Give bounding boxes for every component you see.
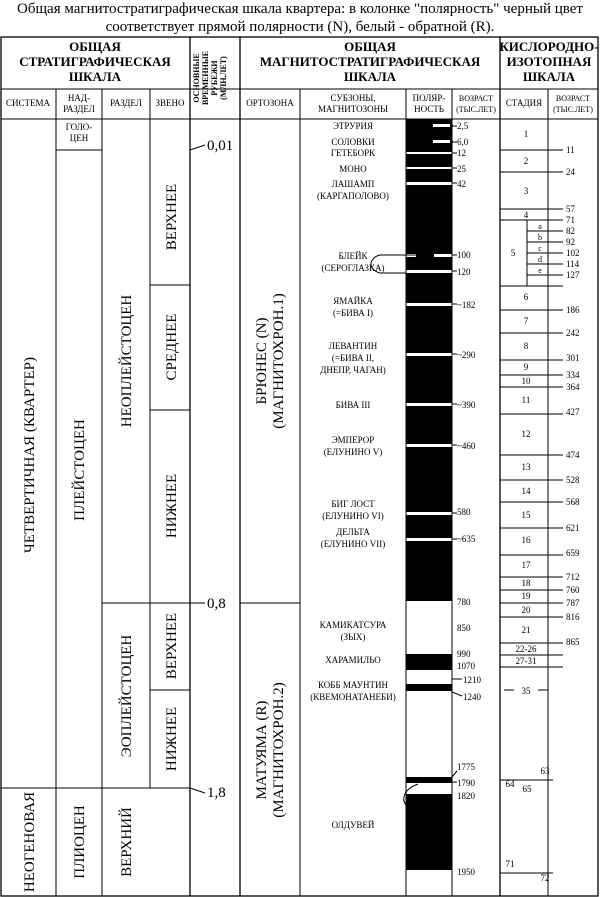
stage-age-787: 787	[566, 598, 580, 608]
subzone-kamikatsura: КАМИКАТСУРА	[319, 620, 387, 630]
stage-18: 18	[521, 578, 531, 588]
age-1210: 1210	[463, 675, 481, 685]
col-polarity-2: НОСТЬ	[414, 104, 444, 114]
stage-age-127: 127	[566, 270, 580, 280]
age-780: 780	[457, 597, 471, 607]
strat-header-3: ШКАЛА	[68, 69, 122, 84]
col-subzones-2: МАГНИТОЗОНЫ	[318, 104, 388, 114]
polarity-ages	[457, 121, 482, 877]
nadrazdel-holocene-1: ГОЛО-	[65, 122, 93, 132]
ortozona-matuyama-2: (МАГНИТОХРОН.2)	[271, 682, 287, 818]
age-120: 120	[457, 267, 471, 277]
boundary-values	[207, 138, 233, 801]
nadrazdel-holocene-2: ЦЕН	[69, 133, 89, 143]
excursion-etruria	[433, 124, 450, 127]
stage-9: 9	[523, 362, 529, 372]
subzone-kvemo: (КВЕМОНАТАНЕБИ)	[310, 692, 396, 702]
stage-27-31: 27-31	[515, 656, 537, 666]
col-age-2: (ТЫС.ЛЕТ)	[456, 105, 496, 114]
stage-5d: d	[538, 255, 542, 264]
polarity-normal-brunhes	[406, 119, 452, 601]
stage-7: 7	[523, 316, 529, 326]
boundaries-header-1: ОСНОВНЫЕ	[192, 53, 201, 103]
oxygen-header-2: ИЗОТОПНАЯ	[506, 54, 592, 69]
stage-72: 72	[540, 873, 550, 883]
stage-age-364: 364	[566, 382, 580, 392]
age-12: 12	[457, 148, 466, 158]
polarity-normal-jaramillo	[406, 654, 452, 670]
boundaries-header-4: (МЛН.ЛЕТ)	[219, 56, 228, 100]
subzone-jaramillo: ХАРАМИЛЬО	[325, 655, 381, 665]
excursion-solovki	[433, 140, 450, 143]
boundaries-header-2: ВРЕМЕННЫЕ	[201, 50, 210, 106]
ortozona-brunhes-2: (МАГНИТОХРОН.1)	[271, 293, 287, 429]
col-age-1: ВОЗРАСТ	[458, 94, 494, 103]
subzone-olduvai: ОЛДУВЕЙ	[331, 820, 375, 830]
stage-71: 71	[505, 859, 515, 869]
excursion-lashamp	[406, 182, 452, 185]
col-subzones-1: СУБЗОНЫ,	[330, 93, 376, 103]
stage-11: 11	[521, 395, 531, 405]
nadrazdel-pliocene: ПЛИОЦЕН	[72, 805, 88, 879]
stage-21: 21	[521, 625, 531, 635]
subzone-elunino5: (ЕЛУНИНО V)	[323, 447, 383, 457]
stage-64: 64	[505, 779, 515, 789]
stage-17: 17	[521, 560, 531, 570]
stage-age-760: 760	[566, 585, 580, 595]
boundary-0-8: 0,8	[207, 596, 226, 612]
age-1790: 1790	[457, 778, 475, 788]
stage-4: 4	[523, 210, 529, 220]
stage-1: 1	[523, 129, 529, 139]
stage-age-92: 92	[566, 237, 575, 247]
age-1950: 1950	[457, 867, 475, 877]
table-grid	[1, 37, 598, 896]
stage-age-528: 528	[566, 475, 580, 485]
age-460: ~460	[457, 441, 476, 451]
stage-age-568: 568	[566, 497, 580, 507]
isotope-ages	[566, 145, 580, 647]
caption-line: соответствует прямой полярности (N), белый - обратной (R).	[105, 19, 495, 35]
stage-age-186: 186	[566, 305, 580, 315]
subzone-kargapolovo: (КАРГАПОЛОВО)	[317, 191, 389, 201]
subzone-seroglazka: (СЕРОГЛАЗКА)	[321, 263, 385, 273]
age-1775: 1775	[457, 762, 475, 772]
zveno-middle: СРЕДНЕЕ	[164, 313, 180, 381]
polarity-normal-olduvai	[406, 794, 452, 870]
excursion-blake-b	[434, 254, 452, 257]
header-titles	[19, 39, 598, 84]
sistema-quaternary: ЧЕТВЕРТИЧНАЯ (КВАРТЕР)	[22, 356, 38, 554]
stage-5a: a	[538, 222, 542, 231]
zveno-upper: ВЕРХНЕЕ	[164, 183, 180, 251]
subzone-jamaica: ЯМАЙКА	[333, 296, 373, 306]
stage-5: 5	[510, 248, 516, 258]
subzone-dnepr: ДНЕПР, ЧАГАН)	[320, 365, 386, 375]
stage-15: 15	[521, 510, 531, 520]
polarity-normal-olduvai-top	[406, 777, 452, 783]
age-25: 25	[457, 164, 466, 174]
stage-age-659: 659	[566, 548, 580, 558]
boundary-0-01: 0,01	[207, 138, 234, 154]
age-42: 42	[457, 179, 466, 189]
subzone-emperor: ЭМПЕРОР	[331, 435, 375, 445]
zveno-lower-eo: НИЖНЕЕ	[164, 706, 180, 772]
subzone-labels	[310, 121, 395, 830]
subzone-delta: ДЕЛЬТА	[336, 527, 370, 537]
col-razdel: РАЗДЕЛ	[110, 98, 142, 108]
stage-20: 20	[521, 605, 531, 615]
subzone-lashamp: ЛАШАМП	[331, 179, 375, 189]
age-182: ~182	[457, 300, 476, 310]
stage-age-865: 865	[566, 637, 580, 647]
magneto-header-1: ОБЩАЯ	[344, 39, 396, 54]
stage-19: 19	[521, 591, 531, 601]
stage-5b: b	[538, 233, 542, 242]
subzone-biglost: БИГ ЛОСТ	[331, 499, 375, 509]
magneto-header-3: ШКАЛА	[343, 69, 397, 84]
age-635: ~635	[457, 534, 476, 544]
stage-age-621: 621	[566, 523, 580, 533]
age-2-5: 2,5	[457, 121, 469, 131]
age-290: ~290	[457, 350, 476, 360]
subzone-biwa2: (=БИВА II,	[331, 353, 375, 363]
strat-header-1: ОБЩАЯ	[69, 39, 121, 54]
zveno-lower: НИЖНЕЕ	[164, 473, 180, 539]
razdel-neopleistocene: НЕОПЛЕЙСТОЦЕН	[119, 294, 135, 428]
age-1240: 1240	[463, 692, 481, 702]
boundaries-header	[192, 51, 228, 105]
excursion-biglost	[406, 512, 452, 515]
strat-header-2: СТРАТИГРАФИЧЕСКАЯ	[19, 54, 171, 69]
stage-age-82: 82	[566, 226, 575, 236]
subzone-mono: МОНО	[339, 164, 367, 174]
excursion-jamaica	[406, 303, 452, 306]
age-1820: 1820	[457, 791, 475, 801]
stage-age-334: 334	[566, 370, 580, 380]
caption-line: Общая магнитостратиграфическая шкала квартера: в колонке "полярность" черный цвет	[17, 1, 583, 17]
subzone-elunino7: (ЕЛУНИНО VII)	[320, 539, 386, 549]
excursion-mono	[406, 167, 452, 169]
stage-63: 63	[540, 766, 550, 776]
holocene-label	[66, 122, 93, 143]
stage-16: 16	[521, 535, 531, 545]
stage-14: 14	[521, 486, 531, 496]
subzone-etruria: ЭТРУРИЯ	[332, 121, 374, 131]
subzone-zykh: (ЗЫХ)	[340, 632, 366, 642]
age-580: 580	[457, 507, 471, 517]
age-390: ~390	[457, 400, 476, 410]
subzone-blake: БЛЕЙК	[338, 251, 368, 261]
razdel-upper: ВЕРХНИЙ	[119, 807, 135, 877]
stage-13: 13	[521, 462, 531, 472]
age-100: 100	[457, 250, 471, 260]
stage-5e: e	[538, 266, 542, 275]
polarity-column	[406, 119, 452, 870]
subzone-elunino6: (ЕЛУНИНО VI)	[322, 511, 384, 521]
boundaries-header-3: РУБЕЖИ	[210, 60, 219, 96]
excursion-emperor	[406, 444, 452, 447]
stage-age-71: 71	[566, 215, 575, 225]
stage-age-114: 114	[566, 259, 580, 269]
nadrazdel-pleistocene: ПЛЕЙСТОЦЕН	[72, 419, 88, 521]
polarity-normal-cobb	[406, 684, 452, 691]
subzone-biwa3: БИВА III	[335, 400, 371, 410]
stage-5c: c	[538, 244, 542, 253]
stage-age-242: 242	[566, 328, 580, 338]
strat-labels	[22, 184, 287, 892]
stage-age-816: 816	[566, 612, 580, 622]
stage-6: 6	[523, 292, 529, 302]
stage-35: 35	[521, 686, 531, 696]
age-1070: 1070	[457, 661, 475, 671]
col-zveno: ЗВЕНО	[155, 98, 185, 108]
ortozona-matuyama-1: МАТУЯМА (R)	[254, 700, 270, 800]
magneto-header-2: МАГНИТОСТРАТИГРАФИЧЕСКАЯ	[259, 54, 481, 69]
col-age2-1: ВОЗРАСТ	[555, 94, 591, 103]
oxygen-header-1: КИСЛОРОДНО-	[499, 39, 599, 54]
col-ortozona: ОРТОЗОНА	[246, 98, 294, 108]
col-nadrazdel-1: НАД-	[67, 93, 91, 103]
stage-age-301: 301	[566, 353, 580, 363]
stage-2: 2	[523, 156, 529, 166]
age-6-0: 6,0	[457, 137, 469, 147]
razdel-eopleistocene: ЭОПЛЕЙСТОЦЕН	[119, 634, 135, 758]
excursion-blake-c	[406, 270, 452, 273]
sistema-neogene: НЕОГЕНОВАЯ	[22, 791, 38, 893]
excursion-delta	[406, 538, 452, 541]
subzone-biwa1: (=БИВА I)	[333, 308, 373, 318]
stage-age-427: 427	[566, 407, 580, 417]
stage-age-712: 712	[566, 572, 580, 582]
subzone-cobb: КОББ МАУНТИН	[318, 680, 388, 690]
stage-3: 3	[523, 186, 529, 196]
subzone-goteborg: ГЕТЕБОРК	[330, 148, 376, 158]
col-sistema: СИСТЕМА	[5, 98, 51, 108]
stage-age-11: 11	[566, 145, 575, 155]
col-polarity-1: ПОЛЯР-	[412, 93, 446, 103]
stage-age-102: 102	[566, 248, 580, 258]
subzone-levantin: ЛЕВАНТИН	[328, 341, 378, 351]
col-nadrazdel-2: РАЗДЕЛ	[63, 104, 95, 114]
zveno-upper-eo: ВЕРХНЕЕ	[164, 612, 180, 680]
stage-age-24: 24	[566, 167, 575, 177]
stage-8: 8	[523, 341, 529, 351]
excursion-levantin	[406, 353, 452, 356]
excursion-biwa3	[406, 403, 452, 406]
stage-age-57: 57	[566, 204, 575, 214]
ortozona-brunhes-1: БРЮНЕС (N)	[254, 317, 270, 405]
stage-10: 10	[521, 376, 531, 386]
stage-age-474: 474	[566, 450, 580, 460]
stage-65: 65	[522, 784, 532, 794]
stage-22-26: 22-26	[515, 644, 537, 654]
oxygen-header-3: ШКАЛА	[522, 69, 576, 84]
age-850: 850	[457, 623, 471, 633]
col-age2-2: (ТЫС.ЛЕТ)	[553, 105, 593, 114]
col-stage: СТАДИЯ	[505, 98, 543, 108]
subzone-solovki: СОЛОВКИ	[331, 137, 375, 147]
stage-12: 12	[521, 429, 531, 439]
boundary-1-8: 1,8	[207, 785, 226, 801]
age-990: 990	[457, 649, 471, 659]
excursion-goteborg	[406, 152, 452, 154]
